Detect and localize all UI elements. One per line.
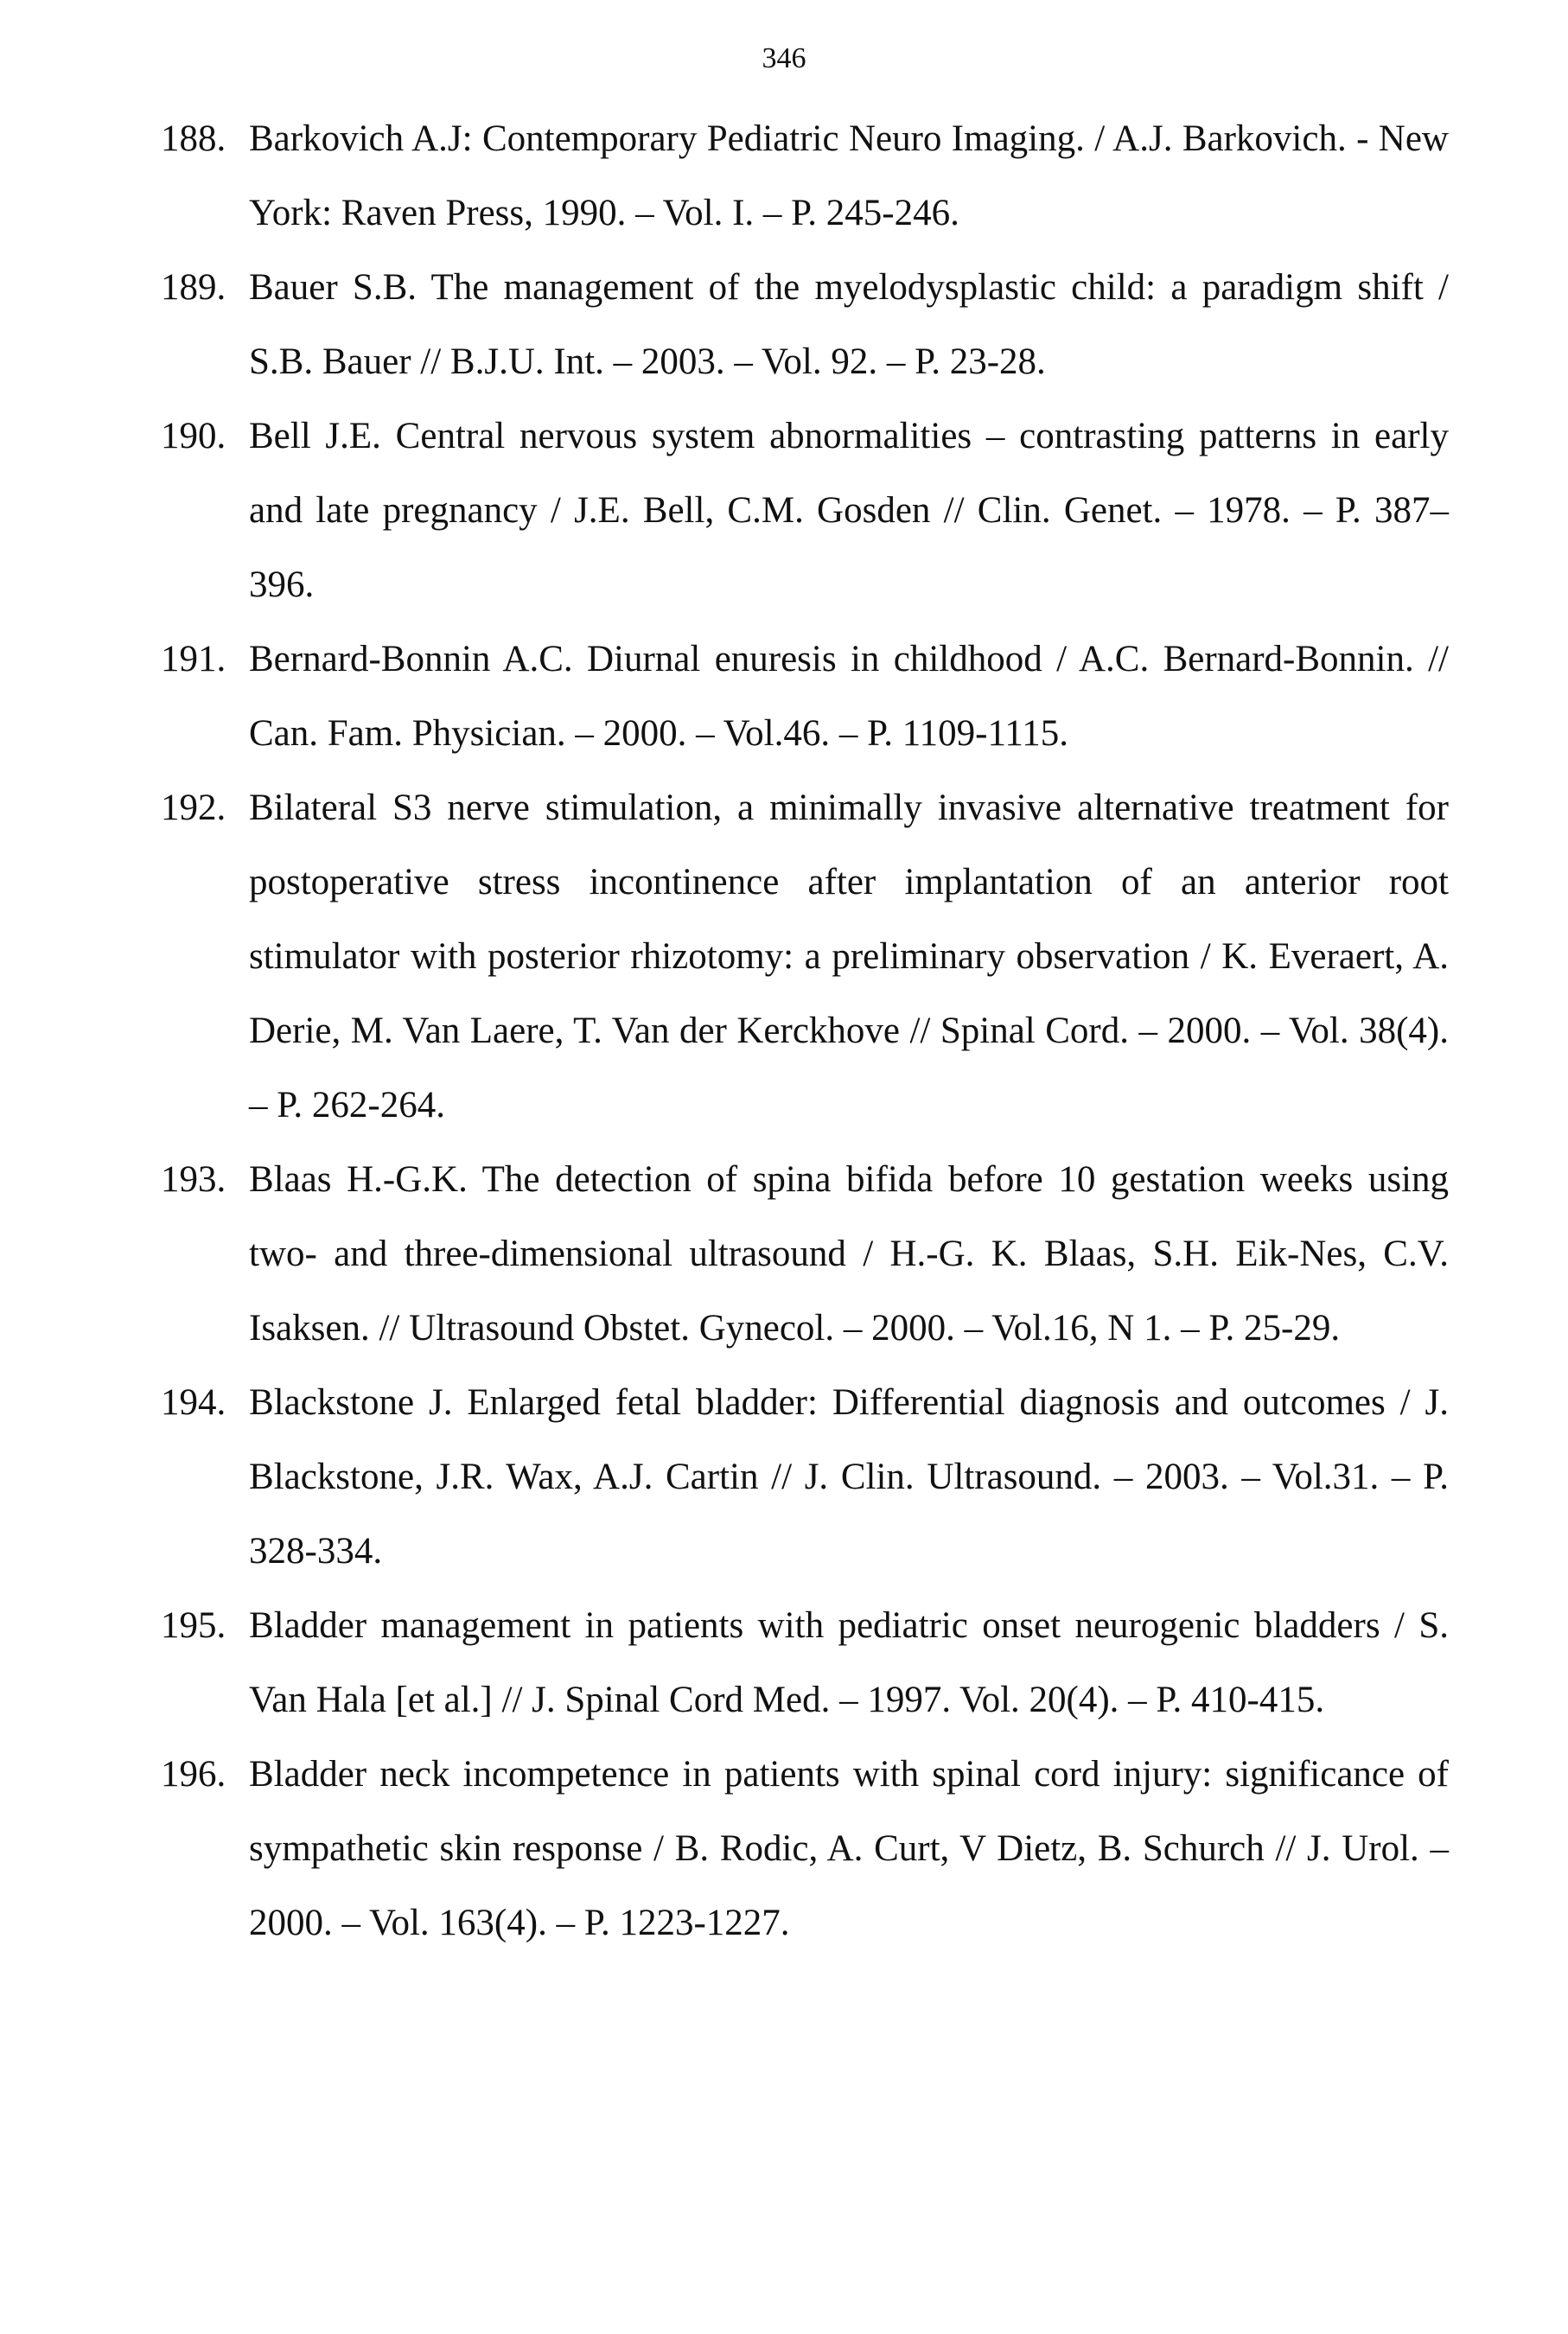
page-number: 346 — [762, 42, 806, 74]
reference-number: 196. — [161, 1754, 226, 1795]
reference-entry — [161, 102, 1449, 251]
reference-text: Blaas H.-G.K. The detection of spina bifida before 10 gestation weeks using two- and three-dimensional ultrasound / H.-G. K. Blaas, S.H. Eik-Nes, C.V. Isaksen. // Ultrasound Obstet. Gynecol. – 2000. – Vol.16, N 1. – P. 25-29. — [249, 1159, 1449, 1349]
reference-text: Bell J.E. Central nervous system abnormalities – contrasting patterns in early and late pregnancy / J.E. Bell, C.M. Gosden // Clin. Genet. – 1978. – P. 387–396. — [249, 416, 1449, 605]
reference-text: Bauer S.B. The management of the myelodysplastic child: a paradigm shift / S.B. Bauer // B.J.U. Int. – 2003. – Vol. 92. – P. 23-28. — [249, 267, 1449, 382]
reference-text: Bladder management in patients with pediatric onset neurogenic bladders / S. Van Hala [et al.] // J. Spinal Cord Med. – 1997. Vol. 20(4). – P. 410-415. — [249, 1605, 1449, 1720]
reference-text: Barkovich A.J: Contemporary Pediatric Neuro Imaging. / A.J. Barkovich. - New York: Raven Press, 1990. – Vol. I. – P. 245-246. — [249, 118, 1449, 233]
reference-entry — [161, 1738, 1449, 1961]
reference-number: 189. — [161, 267, 226, 308]
reference-entry — [161, 251, 1449, 399]
reference-text: Bilateral S3 nerve stimulation, a minimally invasive alternative treatment for postoperative stress incontinence after implantation of an anterior root stimulator with posterior rhizotomy: a preliminary observation / K. Everaert, A. Derie, M. Van Laere, T. Van der Kerckhove // Spinal Cord. – 2000. – Vol. 38(4). – P. 262-264. — [249, 788, 1449, 1126]
reference-entry — [161, 771, 1449, 1143]
reference-text: Bladder neck incompetence in patients with spinal cord injury: significance of sympathetic skin response / B. Rodic, A. Curt, V Dietz, B. Schurch // J. Urol. – 2000. – Vol. 163(4). – P. 1223-1227. — [249, 1754, 1449, 1943]
reference-number: 191. — [161, 639, 226, 679]
reference-number: 190. — [161, 416, 226, 456]
reference-entry — [161, 1143, 1449, 1366]
reference-entry — [161, 622, 1449, 771]
reference-number: 194. — [161, 1382, 226, 1423]
reference-text: Bernard-Bonnin A.C. Diurnal enuresis in childhood / A.C. Bernard-Bonnin. // Can. Fam. Physician. – 2000. – Vol.46. – P. 1109-1115. — [249, 639, 1449, 754]
reference-list — [161, 102, 1449, 1961]
reference-number: 188. — [161, 118, 226, 159]
reference-number: 195. — [161, 1605, 226, 1646]
reference-text: Blackstone J. Enlarged fetal bladder: Differential diagnosis and outcomes / J. Blackstone, J.R. Wax, A.J. Cartin // J. Clin. Ultrasound. – 2003. – Vol.31. – P. 328-334. — [249, 1382, 1449, 1572]
reference-number: 193. — [161, 1159, 226, 1200]
reference-entry — [161, 1366, 1449, 1589]
reference-number: 192. — [161, 788, 226, 828]
reference-entry — [161, 399, 1449, 622]
reference-entry — [161, 1589, 1449, 1738]
